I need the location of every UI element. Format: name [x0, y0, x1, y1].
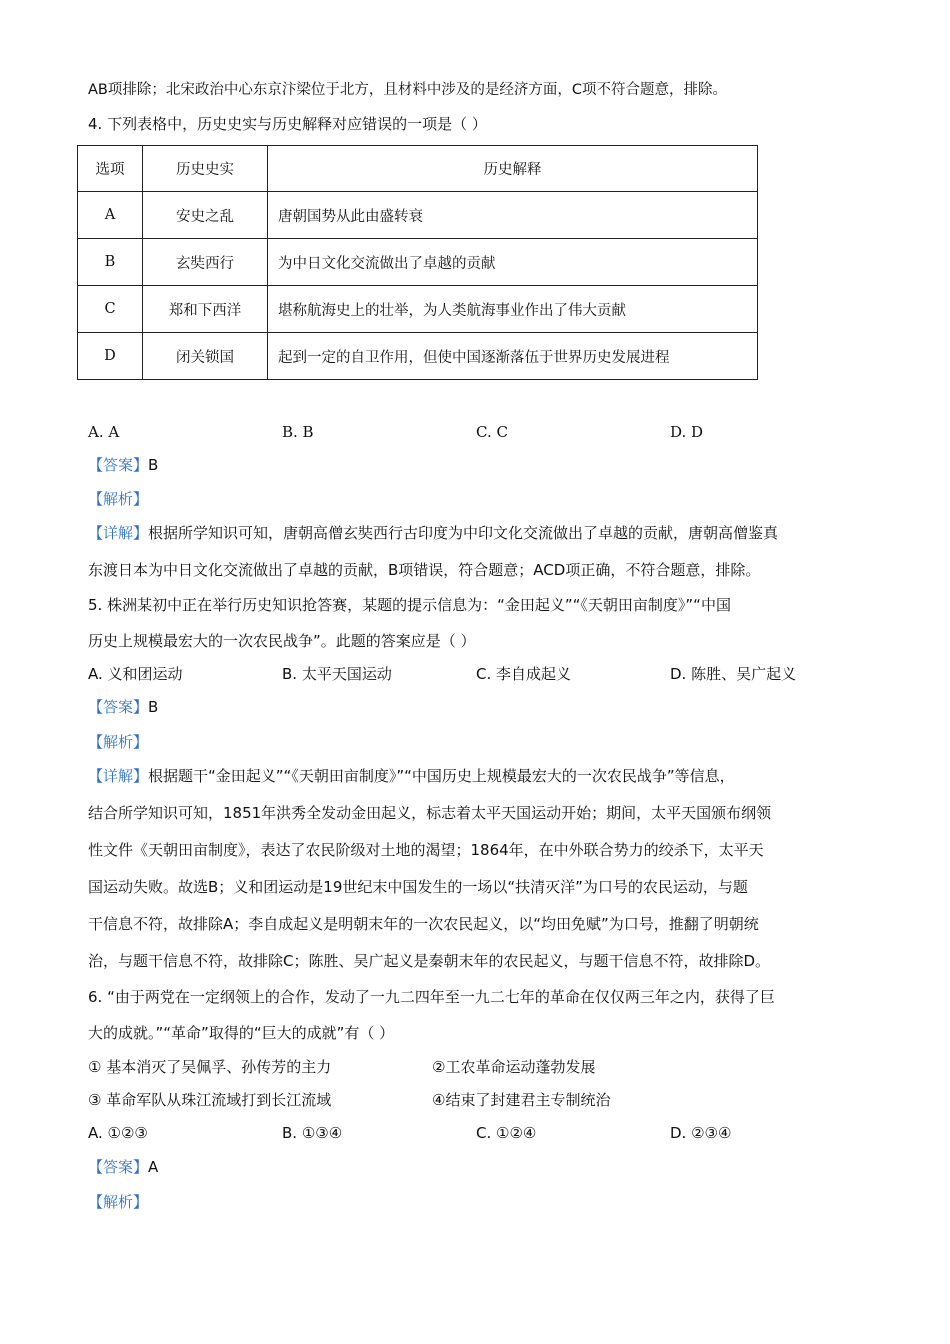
table-cell: 为中日文化交流做出了卓越的贡献 [268, 239, 758, 286]
table-cell: B [78, 239, 143, 286]
q6-item-4: ④结束了封建君主专制统治 [432, 1091, 611, 1109]
table-cell: 闭关锁国 [143, 333, 268, 380]
table-header-cell: 历史解释 [268, 146, 758, 192]
detail-text: 根据所学知识可知，唐朝高僧玄奘西行古印度为中印文化交流做出了卓越的贡献，唐朝高僧鉴真 [148, 524, 779, 542]
question-5-stem: 5. 株洲某初中正在举行历史知识抢答赛，某题的提示信息为：“金田起义”“《天朝田亩制度》”“中国 [88, 596, 731, 614]
q6-option-d: D. ②③④ [670, 1124, 732, 1142]
q5-detail-line [88, 766, 735, 786]
answer-value: A [148, 1158, 159, 1176]
table-cell: C [78, 286, 143, 333]
question-6-stem: 大的成就。”“革命”取得的“巨大的成就”有（ ） [88, 1024, 395, 1042]
q4-detail-line: 东渡日本为中日文化交流做出了卓越的贡献，B项错误，符合题意；ACD项正确，不符合题意，排除。 [88, 561, 761, 579]
detail-tag: 【详解】 [88, 767, 149, 785]
q4-option-a: A. A [88, 423, 120, 441]
q6-item-3: ③ 革命军队从珠江流域打到长江流域 [88, 1091, 332, 1109]
q6-option-a: A. ①②③ [88, 1124, 148, 1142]
table-cell: 玄奘西行 [143, 239, 268, 286]
q4-option-b: B. B [282, 423, 314, 441]
answer-value: B [148, 456, 159, 474]
q5-option-c: C. 李自成起义 [476, 665, 572, 683]
q6-option-b: B. ①③④ [282, 1124, 343, 1142]
q6-answer [88, 1157, 158, 1177]
question-5-stem: 历史上规模最宏大的一次农民战争”。此题的答案应是（ ） [88, 632, 476, 650]
answer-value: B [148, 698, 159, 716]
table-header-cell: 历史史实 [143, 146, 268, 192]
table-cell: 安史之乱 [143, 192, 268, 239]
answer-tag: 【答案】 [88, 1158, 149, 1176]
table-cell: 起到一定的自卫作用，但使中国逐渐落伍于世界历史发展进程 [268, 333, 758, 380]
table-row [78, 286, 758, 333]
q4-detail-line [88, 523, 778, 543]
q5-detail-line: 结合所学知识可知，1851年洪秀全发动金田起义，标志着太平天国运动开始；期间，太平天国颁布纲领 [88, 804, 772, 822]
q5-detail-line: 性文件《天朝田亩制度》，表达了农民阶级对土地的渴望；1864年，在中外联合势力的绞杀下，太平天 [88, 841, 764, 859]
answer-tag: 【答案】 [88, 698, 149, 716]
q6-option-c: C. ①②④ [476, 1124, 537, 1142]
q6-item-1: ① 基本消灭了吴佩孚、孙传芳的主力 [88, 1058, 332, 1076]
q4-option-d: D. D [670, 423, 704, 441]
question-4-stem: 4. 下列表格中，历史史实与历史解释对应错误的一项是（ ） [88, 115, 487, 133]
table-row [78, 239, 758, 286]
table-cell: 唐朝国势从此由盛转衰 [268, 192, 758, 239]
q5-analysis-tag: 【解析】 [88, 733, 149, 751]
q5-detail-line: 国运动失败。故选B；义和团运动是19世纪末中国发生的一场以“扶清灭洋”为口号的农民运动，与题 [88, 878, 748, 896]
question-6-stem: 6. “由于两党在一定纲领上的合作，发动了一九二四年至一九二七年的革命在仅仅两三年之内，获得了巨 [88, 988, 775, 1006]
q5-answer [88, 697, 158, 717]
q6-item-2: ②工农革命运动蓬勃发展 [432, 1058, 596, 1076]
history-table [77, 145, 758, 380]
top-line: AB项排除；北宋政治中心东京汴梁位于北方，且材料中涉及的是经济方面，C项不符合题意，排除。 [88, 82, 727, 98]
q5-option-a: A. 义和团运动 [88, 665, 183, 683]
table-header-cell: 选项 [78, 146, 143, 192]
q5-option-d: D. 陈胜、吴广起义 [670, 665, 797, 683]
q4-option-c: C. C [476, 423, 508, 441]
q5-detail-line: 干信息不符，故排除A；李自成起义是明朝末年的一次农民起义，以“均田免赋”为口号，推翻了明朝统 [88, 915, 759, 933]
q5-option-b: B. 太平天国运动 [282, 665, 392, 683]
q6-analysis-tag: 【解析】 [88, 1193, 149, 1211]
detail-text: 根据题干“金田起义”“《天朝田亩制度》”“中国历史上规模最宏大的一次农民战争”等信息， [148, 767, 735, 785]
table-cell: D [78, 333, 143, 380]
q4-analysis-tag: 【解析】 [88, 490, 149, 508]
q4-answer [88, 455, 158, 475]
table-cell: 郑和下西洋 [143, 286, 268, 333]
answer-tag: 【答案】 [88, 456, 149, 474]
table-header-row [78, 146, 758, 192]
detail-tag: 【详解】 [88, 524, 149, 542]
table-cell: A [78, 192, 143, 239]
table-row [78, 333, 758, 380]
q5-detail-line: 治，与题干信息不符，故排除C；陈胜、吴广起义是秦朝末年的农民起义，与题干信息不符，故排除D。 [88, 952, 771, 970]
table-row [78, 192, 758, 239]
table-cell: 堪称航海史上的壮举，为人类航海事业作出了伟大贡献 [268, 286, 758, 333]
